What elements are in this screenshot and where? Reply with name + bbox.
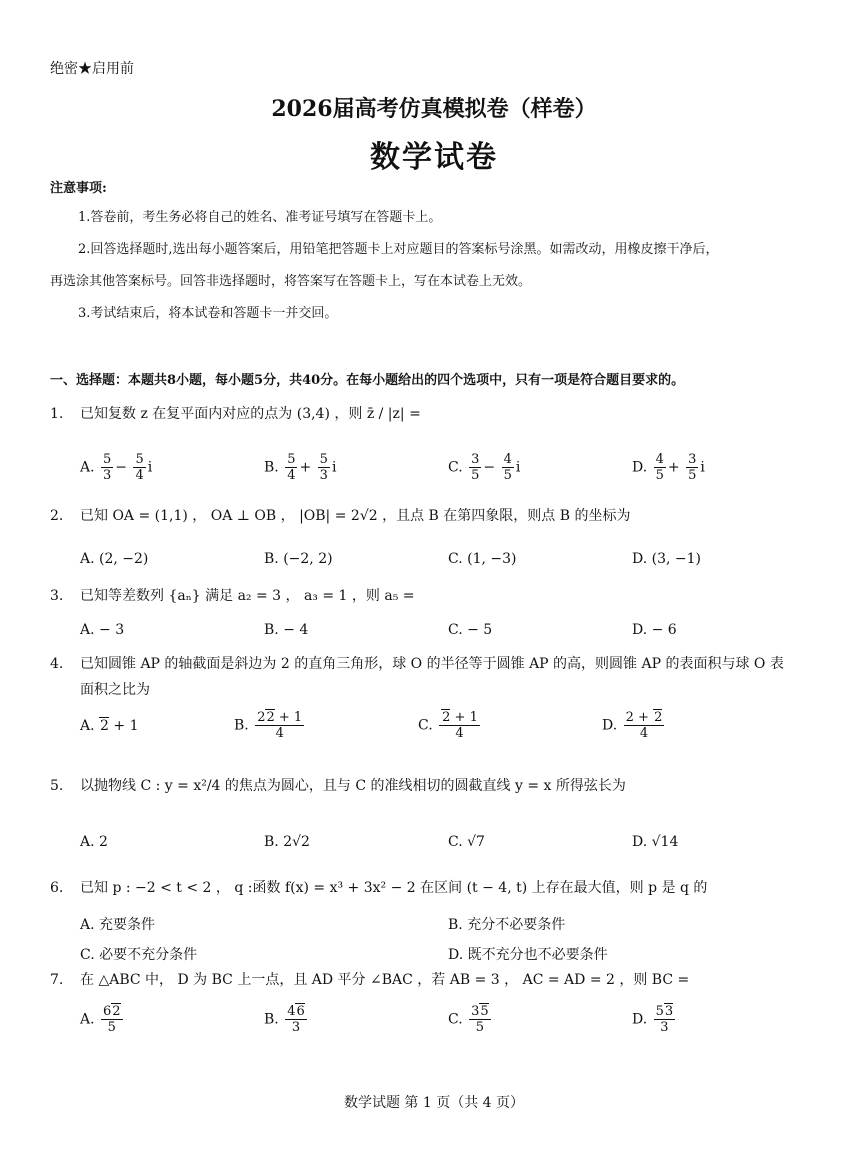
notice-heading: 注意事项: bbox=[50, 181, 107, 196]
option-d: D. $\frac{2 + 2}{4}$ bbox=[602, 710, 663, 741]
option-a: A. $\frac{5}{3}$ − $\frac{5}{4}$ i bbox=[80, 452, 153, 483]
option-c: C. − 5 bbox=[448, 622, 493, 638]
page-footer: 数学试题 第 1 页（共 4 页） bbox=[343, 1095, 525, 1111]
option-d: D. $\frac{4}{5}$ + $\frac{3}{5}$ i bbox=[632, 452, 705, 483]
option-b: B. $\frac{5}{4}$ + $\frac{5}{3}$ i bbox=[264, 452, 337, 483]
option-b: B. $\frac{22 + 1}{4}$ bbox=[234, 710, 303, 741]
option-a: A. − 3 bbox=[80, 622, 125, 638]
option-b: B. 充分不必要条件 bbox=[448, 917, 566, 933]
option-c: C. 必要不充分条件 bbox=[80, 947, 198, 963]
option-d: D. (3, −1) bbox=[632, 551, 701, 567]
option-c: C. (1, −3) bbox=[448, 551, 517, 567]
option-c: C. $\frac{2 + 1}{4}$ bbox=[418, 710, 478, 741]
option-c: C. √7 bbox=[448, 834, 485, 850]
option-a: A. $\frac{62}{5}$ bbox=[80, 1004, 121, 1035]
question-2: 2. 已知 OA = (1,1) ， OA ⊥ OB ， |OB| = 2√2 ，且点 B 在第四象限，则点 B 的坐标为 bbox=[50, 508, 631, 524]
option-a: A. 充要条件 bbox=[80, 917, 156, 933]
question-6-text: 已知 p : −2 < t < 2 ， q :函数 f(x) = x³ + 3x² − 2 在区间 (t − 4, t) 上存在最大值，则 p 是 q 的 bbox=[80, 880, 708, 896]
option-b: B. − 4 bbox=[264, 622, 309, 638]
option-b: B. $\frac{46}{3}$ bbox=[264, 1004, 305, 1035]
option-a: A. (2, −2) bbox=[80, 551, 149, 567]
question-6: 6. 已知 p : −2 < t < 2 ， q :函数 f(x) = x³ + 3x² − 2 在区间 (t − 4, t) 上存在最大值，则 p 是 q 的 bbox=[50, 880, 708, 896]
option-d: D. √14 bbox=[632, 834, 679, 850]
option-b: B. (−2, 2) bbox=[264, 551, 333, 567]
option-d: D. 既不充分也不必要条件 bbox=[448, 947, 608, 963]
option-c: C. $\frac{3}{5}$ − $\frac{4}{5}$ i bbox=[448, 452, 521, 483]
option-c: C. $\frac{35}{5}$ bbox=[448, 1004, 489, 1035]
subject-title: 数学试卷 bbox=[370, 140, 498, 175]
question-4-text: 已知圆锥 AP 的轴截面是斜边为 2 的直角三角形，球 O 的半径等于圆锥 AP 的高，则圆锥 AP 的表面积与球 O 表 bbox=[80, 656, 784, 672]
notice-item-2a: 2.回答选择题时,选出每小题答案后，用铅笔把答题卡上对应题目的答案标号涂黑。如需改动，用橡皮擦干净后， bbox=[78, 242, 719, 257]
option-b: B. 2√2 bbox=[264, 834, 310, 850]
question-5: 5. 以抛物线 C : y = x²/4 的焦点为圆心，且与 C 的准线相切的圆截直线 y = x 所得弦长为 bbox=[50, 778, 626, 794]
question-2-text: 已知 OA = (1,1) ， OA ⊥ OB ， |OB| = 2√2 ，且点 B 在第四象限，则点 B 的坐标为 bbox=[80, 508, 631, 524]
option-a: A. 2 bbox=[80, 834, 108, 850]
option-d: D. $\frac{53}{3}$ bbox=[632, 1004, 674, 1035]
notice-item-2b: 再选涂其他答案标号。回答非选择题时，将答案写在答题卡上，写在本试卷上无效。 bbox=[50, 274, 532, 289]
question-1-text: 已知复数 z 在复平面内对应的点为 (3,4) ，则 z̄ / |z| = bbox=[80, 406, 421, 422]
exam-title: 2026届高考仿真模拟卷（样卷） bbox=[271, 96, 597, 122]
notice-item-1: 1.答卷前，考生务必将自己的姓名、准考证号填写在答题卡上。 bbox=[78, 210, 442, 225]
option-a: A. 2 + 1 bbox=[80, 718, 139, 734]
notice-item-3: 3.考试结束后，将本试卷和答题卡一并交回。 bbox=[78, 306, 338, 321]
question-4: 4. 已知圆锥 AP 的轴截面是斜边为 2 的直角三角形，球 O 的半径等于圆锥 AP 的高，则圆锥 AP 的表面积与球 O 表 bbox=[50, 656, 784, 672]
question-1: 1. 已知复数 z 在复平面内对应的点为 (3,4) ，则 z̄ / |z| = bbox=[50, 406, 421, 422]
option-d: D. − 6 bbox=[632, 622, 677, 638]
confidential-mark: 绝密★启用前 bbox=[50, 61, 134, 77]
question-7-text: 在 △ABC 中， D 为 BC 上一点，且 AD 平分 ∠BAC ，若 AB = 3 ， AC = AD = 2 ，则 BC = bbox=[80, 972, 690, 988]
question-7: 7. 在 △ABC 中， D 为 BC 上一点，且 AD 平分 ∠BAC ，若 AB = 3 ， AC = AD = 2 ，则 BC = bbox=[50, 972, 690, 988]
question-3-text: 已知等差数列 {aₙ} 满足 a₂ = 3 ， a₃ = 1 ，则 a₅ = bbox=[80, 588, 415, 604]
question-5-text: 以抛物线 C : y = x²/4 的焦点为圆心，且与 C 的准线相切的圆截直线 y = x 所得弦长为 bbox=[80, 778, 626, 794]
section-heading: 一、选择题：本题共8小题，每小题5分，共40分。在每小题给出的四个选项中，只有一项是符合题目要求的。 bbox=[50, 373, 685, 388]
question-4-text-cont: 面积之比为 bbox=[80, 682, 150, 698]
question-3: 3. 已知等差数列 {aₙ} 满足 a₂ = 3 ， a₃ = 1 ，则 a₅ = bbox=[50, 588, 415, 604]
